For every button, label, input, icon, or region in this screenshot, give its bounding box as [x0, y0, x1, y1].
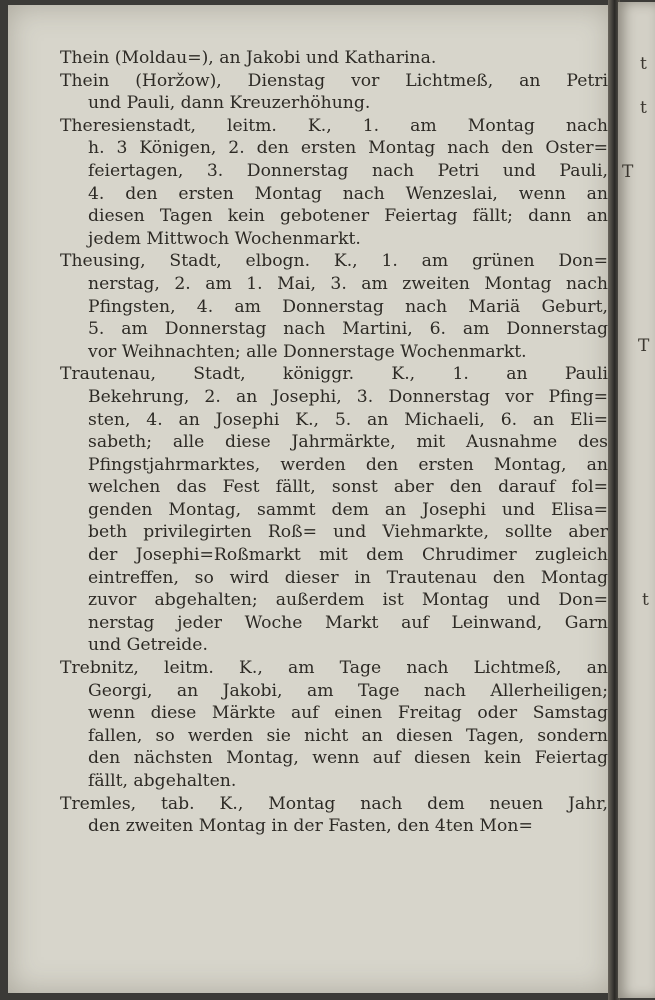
entry-text-line: eintreffen, so wird dieser in Trautenau den Montag [88, 567, 608, 588]
entry-text-line: feiertagen, 3. Donnerstag nach Petri und Pauli, [88, 160, 608, 181]
entry-heading-line: Trebnitz, leitm. K., am Tage nach Lichtmeß, an [60, 658, 608, 679]
entry-heading-line: Tremles, tab. K., Montag nach dem neuen Jahr, [60, 793, 608, 814]
entry-heading-line: Thein (Moldau=), an Jakobi und Katharina. [60, 48, 437, 68]
entry-text-line: welchen das Fest fällt, sonst aber den darauf fol= [88, 477, 608, 498]
entry-text-line: jedem Mittwoch Wochenmarkt. [88, 228, 361, 249]
entry-text-line: wenn diese Märkte auf einen Freitag oder Samstag [88, 703, 608, 724]
entry-text-line: h. 3 Königen, 2. den ersten Montag nach den Oster= [88, 138, 608, 159]
entry-text-line: sten, 4. an Josephi K., 5. an Michaeli, 6. an Eli= [88, 409, 608, 430]
entry-text-line: den nächsten Montag, wenn auf diesen kein Feiertag [88, 748, 608, 769]
entry-text-line: 5. am Donnerstag nach Martini, 6. am Donnerstag [88, 319, 608, 340]
right-page-mark: t [640, 98, 647, 118]
entry-heading-line: Thein (Horžow), Dienstag vor Lichtmeß, an Petri [60, 70, 608, 91]
entry-text-line: fällt, abgehalten. [88, 771, 237, 791]
right-page-mark: T [622, 162, 634, 182]
entry-text-line: Pfingstjahrmarktes, werden den ersten Montag, an [88, 454, 608, 475]
entry-text-line: der Josephi=Roßmarkt mit dem Chrudimer zugleich [88, 545, 608, 566]
entry-text-line: 4. den ersten Montag nach Wenzeslai, wenn an [88, 183, 608, 204]
entry-text-line: sabeth; alle diese Jahrmärkte, mit Ausnahme des [88, 432, 608, 453]
right-page-mark: T [638, 336, 650, 356]
entry-text-line: vor Weihnachten; alle Donnerstage Wochenmarkt. [88, 341, 527, 362]
entry-text-line: beth privilegirten Roß= und Viehmarkte, sollte aber [88, 522, 608, 543]
entry-text-line: zuvor abgehalten; außerdem ist Montag und Don= [88, 590, 608, 611]
book-page-left [8, 5, 612, 993]
entry-text-line: Pfingsten, 4. am Donnerstag nach Mariä Geburt, [88, 296, 608, 317]
entry-heading-line: Trautenau, Stadt, königgr. K., 1. an Pauli [60, 364, 608, 385]
entry-text-line: diesen Tagen kein gebotener Feiertag fällt; dann an [88, 206, 608, 227]
right-page-mark: t [642, 590, 649, 610]
entry-text-line: den zweiten Montag in der Fasten, den 4ten Mon= [88, 816, 533, 837]
entry-text-line: nerstag, 2. am 1. Mai, 3. am zweiten Montag nach [88, 273, 608, 294]
entry-heading-line: Theresienstadt, leitm. K., 1. am Montag nach [60, 115, 608, 136]
book-page-right-edge [618, 2, 655, 998]
page-text [60, 47, 608, 838]
entry-text-line: fallen, so werden sie nicht an diesen Tagen, sondern [88, 725, 608, 746]
entry-text-line: genden Montag, sammt dem an Josephi und Elisa= [88, 499, 608, 520]
entry-heading-line: Theusing, Stadt, elbogn. K., 1. am grünen Don= [60, 251, 608, 272]
entry-text-line: nerstag jeder Woche Markt auf Leinwand, Garn [88, 612, 608, 633]
entry-text-line: und Getreide. [88, 635, 208, 656]
entry-text-line: Bekehrung, 2. an Josephi, 3. Donnerstag vor Pfing= [88, 386, 608, 407]
entry-text-line: Georgi, an Jakobi, am Tage nach Allerheiligen; [88, 680, 608, 701]
right-page-mark: t [640, 54, 647, 74]
entry-text-line: und Pauli, dann Kreuzerhöhung. [88, 93, 371, 114]
